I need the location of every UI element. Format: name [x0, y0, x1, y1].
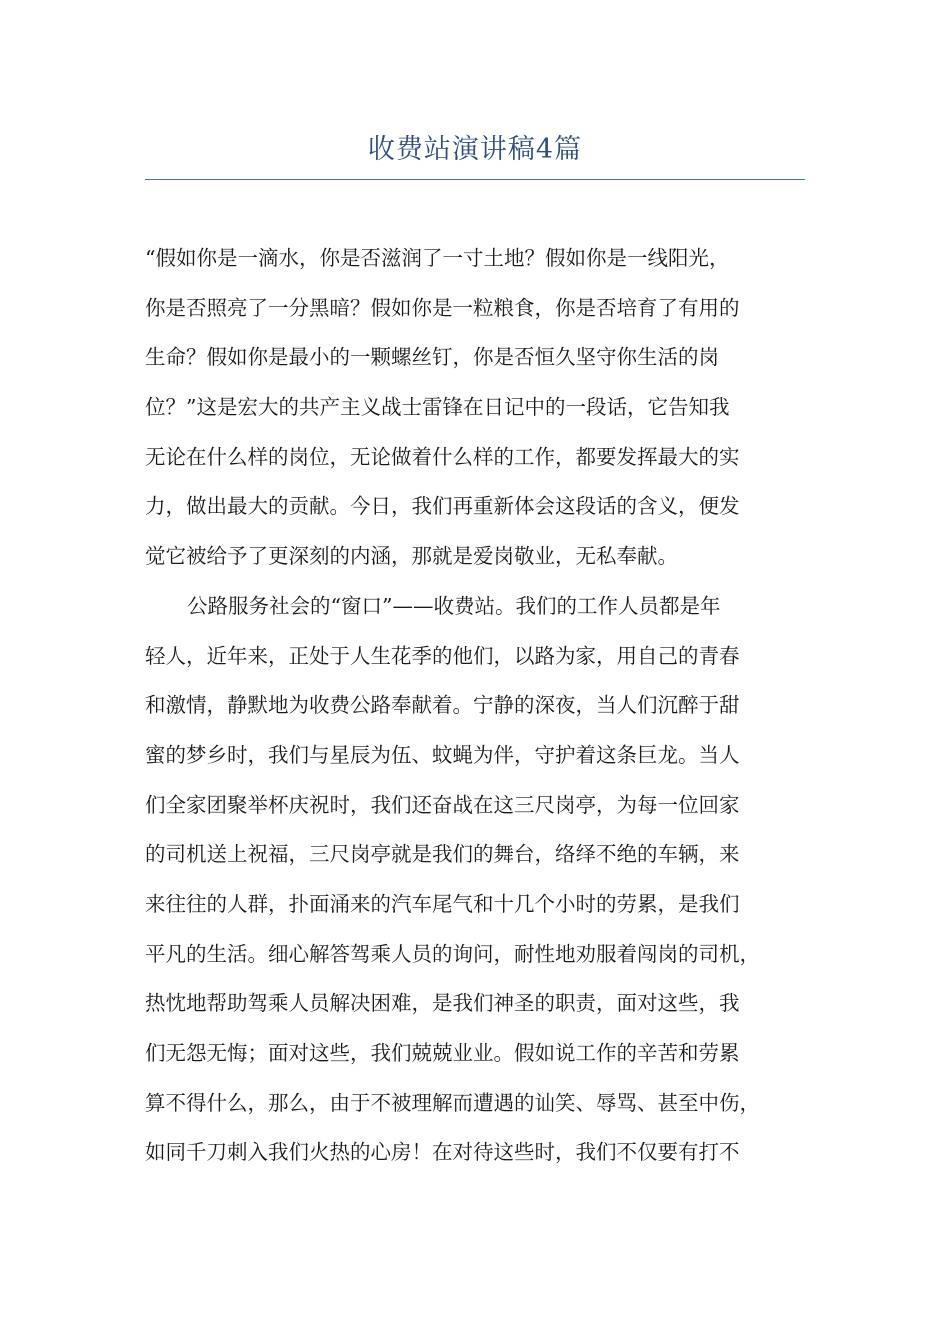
text-line: 生命？假如你是最小的一颗螺丝钉，你是否恒久坚守你生活的岗	[145, 345, 719, 370]
text-line: 们无怨无悔；面对这些，我们兢兢业业。假如说工作的辛苦和劳累	[145, 1041, 740, 1065]
text-line: 无论在什么样的岗位，无论做着什么样的工作，都要发挥最大的实	[145, 444, 740, 469]
text-line: 们全家团聚举杯庆祝时，我们还奋战在这三尺岗亭，为每一位回家	[145, 792, 740, 817]
text-line: 觉它被给予了更深刻的内涵，那就是爱岗敬业，无私奉献。	[145, 544, 678, 569]
text-line: 轻人，近年来，正处于人生花季的他们，以路为家，用自己的青春	[145, 643, 740, 668]
text-line: 热忱地帮助驾乘人员解决困难，是我们神圣的职责，面对这些，我	[145, 991, 740, 1016]
document-title: 收费站演讲稿4篇	[367, 134, 583, 165]
text-line: 的司机送上祝福，三尺岗亭就是我们的舞台，络绎不绝的车辆，来	[145, 842, 740, 867]
text-line: 平凡的生活。细心解答驾乘人员的询问，耐性地劝服着闯岗的司机，	[145, 941, 760, 966]
text-line: 算不得什么，那么，由于不被理解而遭遇的讪笑、辱骂、甚至中伤，	[145, 1090, 760, 1115]
text-line: 蜜的梦乡时，我们与星辰为伍、蚊蝇为伴，守护着这条巨龙。当人	[145, 742, 740, 767]
text-line: “假如你是一滴水，你是否滋润了一寸土地？假如你是一线阳光，	[145, 246, 730, 270]
text-line: 力，做出最大的贡献。今日，我们再重新体会这段话的含义，便发	[145, 494, 740, 519]
text-line: 来往往的人群，扑面涌来的汽车尾气和十几个小时的劳累，是我们	[145, 891, 740, 916]
text-line: 和激情，静默地为收费公路奉献着。宁静的深夜，当人们沉醉于甜	[145, 693, 740, 718]
paragraph-start-line: 公路服务社会的“窗口”——收费站。我们的工作人员都是年	[187, 593, 721, 618]
text-line: 如同千刀刺入我们火热的心房！在对待这些时，我们不仅要有打不	[145, 1140, 740, 1165]
text-line: 你是否照亮了一分黑暗？假如你是一粒粮食，你是否培育了有用的	[145, 295, 740, 320]
text-line: 位？”这是宏大的共产主义战士雷锋在日记中的一段话，它告知我	[145, 395, 730, 420]
title-underline	[145, 179, 805, 180]
document-body	[145, 234, 805, 1178]
